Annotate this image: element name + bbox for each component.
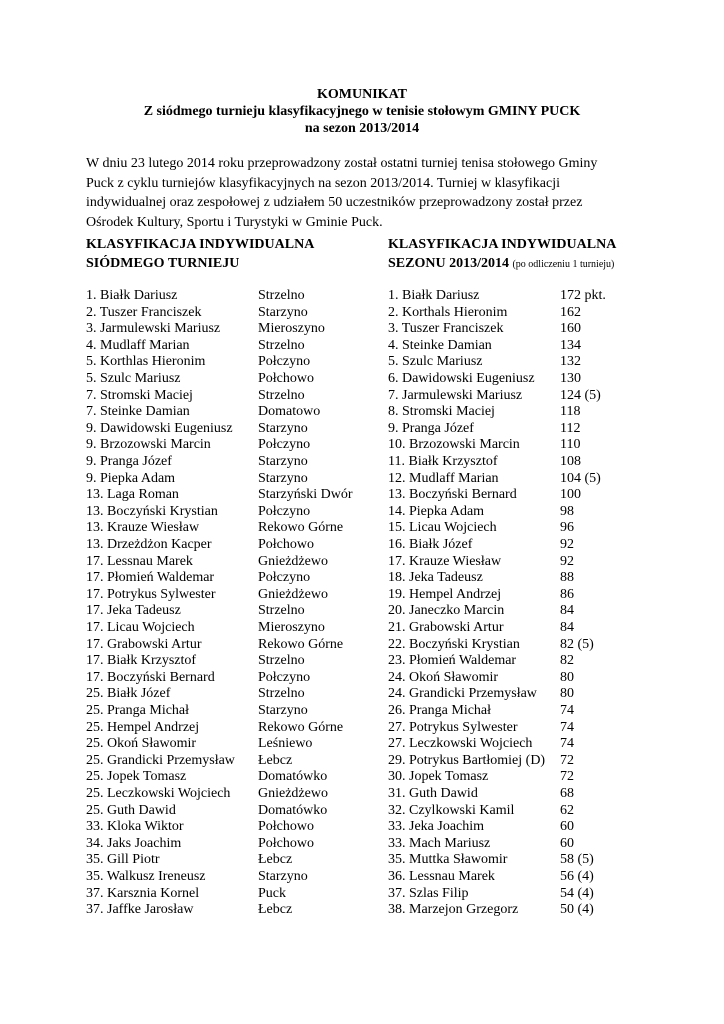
right-row-name: 17. Krauze Wiesław xyxy=(388,553,502,569)
left-row-place: Gnieżdżewo xyxy=(258,586,328,602)
left-row-name: 25. Grandicki Przemysław xyxy=(86,752,235,768)
left-row-name: 7. Steinke Damian xyxy=(86,404,190,420)
left-row-place: Rekowo Górne xyxy=(258,636,344,652)
right-row-name: 27. Leczkowski Wojciech xyxy=(388,736,533,752)
right-row-name: 16. Białk Józef xyxy=(388,537,473,552)
right-row-name: 24. Okoń Sławomir xyxy=(388,669,499,685)
right-row-points: 134 xyxy=(560,337,581,353)
right-row-points: 96 xyxy=(560,520,574,536)
right-row-points: 58 (5) xyxy=(560,852,594,868)
left-row-name: 17. Grabowski Artur xyxy=(86,636,202,652)
left-row-place: Gnieżdżewo xyxy=(258,786,328,801)
left-row-name: 25. Hempel Andrzej xyxy=(86,719,200,735)
right-row-name: 38. Marzejon Grzegorz xyxy=(388,902,519,918)
left-row-place: Starzyński Dwór xyxy=(258,487,353,503)
left-row-name: 35. Walkusz Ireneusz xyxy=(86,869,206,884)
left-row-name: 17. Lessnau Marek xyxy=(86,553,193,569)
left-row-name: 33. Kloka Wiktor xyxy=(86,819,184,835)
right-row-name: 23. Płomień Waldemar xyxy=(388,653,517,669)
left-row-place: Mieroszyno xyxy=(258,321,325,337)
right-row-name: 5. Szulc Mariusz xyxy=(388,354,483,370)
left-row-name: 34. Jaks Joachim xyxy=(86,835,182,851)
right-row-name: 10. Brzozowski Marcin xyxy=(388,437,520,453)
left-row-name: 9. Brzozowski Marcin xyxy=(86,437,211,453)
right-row-points: 80 xyxy=(560,669,574,685)
left-row-name: 25. Białk Józef xyxy=(86,686,171,702)
right-row-name: 31. Guth Dawid xyxy=(388,786,478,801)
left-row-place: Starzyno xyxy=(258,703,308,718)
right-row-name: 2. Korthals Hieronim xyxy=(388,304,508,320)
right-row-name: 4. Steinke Damian xyxy=(388,337,492,353)
right-row-name: 37. Szlas Filip xyxy=(388,885,469,901)
right-row-name: 19. Hempel Andrzej xyxy=(388,586,502,602)
left-row-name: 2. Tuszer Franciszek xyxy=(86,304,202,320)
document-subtitle: Z siódmego turnieju klasyfikacyjnego w tenisie stołowym GMINY PUCK xyxy=(143,104,581,119)
right-row-name: 21. Grabowski Artur xyxy=(388,620,504,635)
left-row-place: Starzyno xyxy=(258,454,308,469)
right-row-points: 162 xyxy=(560,304,581,320)
right-row-name: 24. Grandicki Przemysław xyxy=(388,686,537,702)
right-row-name: 15. Licau Wojciech xyxy=(388,520,497,536)
season-label: na sezon 2013/2014 xyxy=(304,121,420,136)
right-row-points: 172 pkt. xyxy=(560,288,606,303)
right-row-points: 132 xyxy=(560,354,581,370)
left-row-name: 17. Boczyński Bernard xyxy=(86,669,215,685)
left-row-name: 35. Gill Piotr xyxy=(86,852,160,868)
right-row-points: 62 xyxy=(560,802,574,818)
right-row-points: 82 xyxy=(560,653,574,669)
left-row-name: 13. Boczyński Krystian xyxy=(86,503,218,519)
right-row-points: 118 xyxy=(560,404,581,420)
right-row-name: 29. Potrykus Bartłomiej (D) xyxy=(388,752,546,768)
intro-line: W dniu 23 lutego 2014 roku przeprowadzony został ostatni turniej tenisa stołowego Gminy xyxy=(86,156,598,171)
left-row-place: Puck xyxy=(258,885,286,901)
right-row-name: 12. Mudlaff Marian xyxy=(388,470,499,486)
left-row-name: 25. Guth Dawid xyxy=(86,802,176,818)
left-row-name: 13. Krauze Wiesław xyxy=(86,520,200,536)
right-row-points: 86 xyxy=(560,586,574,602)
right-row-points: 82 (5) xyxy=(560,636,594,652)
left-row-name: 25. Okoń Sławomir xyxy=(86,736,197,752)
right-row-points: 92 xyxy=(560,537,574,552)
intro-line: Ośrodek Kultury, Sportu i Turystyki w Gminie Puck. xyxy=(86,214,383,230)
left-row-place: Połczyno xyxy=(258,437,311,453)
left-row-name: 5. Szulc Mariusz xyxy=(86,371,181,386)
left-row-place: Połczyno xyxy=(258,570,311,586)
right-row-points: 54 (4) xyxy=(560,885,594,901)
left-row-name: 9. Pranga Józef xyxy=(86,454,172,469)
right-row-name: 6. Dawidowski Eugeniusz xyxy=(388,371,535,386)
left-row-place: Połchowo xyxy=(258,371,314,386)
right-row-name: 33. Mach Mariusz xyxy=(388,835,491,851)
left-row-place: Strzelno xyxy=(258,387,305,403)
right-row-points: 160 xyxy=(560,321,581,337)
left-row-place: Strzelno xyxy=(258,288,305,303)
right-row-points: 84 xyxy=(560,620,574,635)
right-row-name: 32. Czylkowski Kamil xyxy=(388,802,515,818)
right-heading-line2: SEZONU 2013/2014 xyxy=(388,256,509,271)
left-row-place: Strzelno xyxy=(258,653,305,669)
left-row-name: 37. Jaffke Jarosław xyxy=(86,902,194,918)
left-row-place: Strzelno xyxy=(258,337,305,353)
left-row-place: Łebcz xyxy=(258,752,293,768)
left-heading-line2: SIÓDMEGO TURNIEJU xyxy=(86,256,240,271)
left-row-place: Gnieżdżewo xyxy=(258,553,328,569)
right-row-name: 35. Muttka Sławomir xyxy=(388,852,508,868)
right-row-points: 74 xyxy=(560,736,574,752)
left-row-place: Starzyno xyxy=(258,420,308,436)
right-row-name: 13. Boczyński Bernard xyxy=(388,487,517,503)
right-row-name: 3. Tuszer Franciszek xyxy=(388,321,504,337)
right-heading-line1: KLASYFIKACJA INDYWIDUALNA xyxy=(388,237,617,252)
right-row-name: 1. Białk Dariusz xyxy=(388,288,480,303)
right-row-points: 72 xyxy=(560,752,574,768)
right-row-points: 72 xyxy=(560,769,574,785)
left-row-place: Domatowo xyxy=(258,404,321,420)
right-row-points: 60 xyxy=(560,819,574,835)
right-row-points: 108 xyxy=(560,454,581,469)
right-row-points: 104 (5) xyxy=(560,470,601,486)
left-row-name: 25. Jopek Tomasz xyxy=(86,769,187,785)
left-row-name: 17. Potrykus Sylwester xyxy=(86,586,216,602)
right-row-name: 20. Janeczko Marcin xyxy=(388,603,505,619)
left-row-place: Starzyno xyxy=(258,470,308,486)
right-row-points: 92 xyxy=(560,553,574,569)
right-row-name: 7. Jarmulewski Mariusz xyxy=(388,387,523,403)
right-row-name: 11. Białk Krzysztof xyxy=(388,454,498,469)
document-title: KOMUNIKAT xyxy=(317,87,407,102)
left-row-place: Połchowo xyxy=(258,537,314,552)
right-row-points: 130 xyxy=(560,371,581,386)
left-row-name: 9. Piepka Adam xyxy=(86,470,176,486)
right-row-points: 74 xyxy=(560,703,574,718)
left-row-name: 25. Leczkowski Wojciech xyxy=(86,786,231,801)
right-row-points: 100 xyxy=(560,487,581,503)
right-row-name: 30. Jopek Tomasz xyxy=(388,769,489,785)
right-row-points: 60 xyxy=(560,835,574,851)
right-row-points: 74 xyxy=(560,719,574,735)
right-row-name: 33. Jeka Joachim xyxy=(388,819,485,835)
left-row-place: Połczyno xyxy=(258,503,311,519)
left-column-heading xyxy=(86,235,314,273)
left-row-name: 9. Dawidowski Eugeniusz xyxy=(86,420,233,436)
left-row-place: Strzelno xyxy=(258,686,305,702)
left-row-place: Leśniewo xyxy=(258,736,313,752)
right-row-name: 27. Potrykus Sylwester xyxy=(388,719,518,735)
left-row-place: Połczyno xyxy=(258,669,311,685)
right-row-points: 112 xyxy=(560,420,581,436)
left-row-place: Łebcz xyxy=(258,852,293,868)
right-row-name: 26. Pranga Michał xyxy=(388,703,492,718)
left-row-name: 13. Laga Roman xyxy=(86,487,179,503)
left-row-name: 4. Mudlaff Marian xyxy=(86,337,190,353)
right-row-name: 9. Pranga Józef xyxy=(388,420,474,436)
left-row-name: 25. Pranga Michał xyxy=(86,703,190,718)
left-row-place: Domatówko xyxy=(258,769,328,785)
left-row-name: 5. Korthlas Hieronim xyxy=(86,354,206,370)
left-row-place: Rekowo Górne xyxy=(258,719,344,735)
left-row-place: Mieroszyno xyxy=(258,620,325,635)
right-column-heading xyxy=(388,235,616,274)
right-row-name: 8. Stromski Maciej xyxy=(388,404,495,420)
left-row-name: 13. Drzeżdżon Kacper xyxy=(86,537,212,552)
left-row-name: 1. Białk Dariusz xyxy=(86,288,178,303)
left-row-place: Połchowo xyxy=(258,835,314,851)
right-row-points: 68 xyxy=(560,786,574,801)
left-heading-line1: KLASYFIKACJA INDYWIDUALNA xyxy=(86,237,315,252)
left-row-place: Strzelno xyxy=(258,603,305,619)
left-row-place: Rekowo Górne xyxy=(258,520,344,536)
right-row-points: 50 (4) xyxy=(560,902,594,918)
intro-line: indywidualnej oraz zespołowej z udziałem 50 uczestników przeprowadzony został przez xyxy=(86,195,583,210)
left-row-place: Starzyno xyxy=(258,304,308,320)
intro-paragraph xyxy=(86,154,646,232)
right-row-name: 18. Jeka Tadeusz xyxy=(388,570,483,586)
left-row-name: 17. Jeka Tadeusz xyxy=(86,603,181,619)
right-row-name: 22. Boczyński Krystian xyxy=(388,636,520,652)
right-row-name: 36. Lessnau Marek xyxy=(388,869,495,884)
left-row-name: 17. Licau Wojciech xyxy=(86,620,195,635)
left-row-place: Połczyno xyxy=(258,354,311,370)
right-row-name: 14. Piepka Adam xyxy=(388,503,485,519)
right-row-points: 88 xyxy=(560,570,574,586)
left-row-place: Połchowo xyxy=(258,819,314,835)
right-heading-note: (po odliczeniu 1 turnieju) xyxy=(512,259,615,270)
left-row-name: 3. Jarmulewski Mariusz xyxy=(86,321,221,337)
left-row-name: 17. Białk Krzysztof xyxy=(86,653,197,669)
left-row-name: 17. Płomień Waldemar xyxy=(86,570,215,586)
right-row-points: 110 xyxy=(560,437,581,453)
left-row-name: 7. Stromski Maciej xyxy=(86,387,193,403)
right-row-points: 56 (4) xyxy=(560,869,594,884)
right-row-points: 124 (5) xyxy=(560,387,601,403)
right-row-points: 80 xyxy=(560,686,574,702)
intro-line: Puck z cyklu turniejów klasyfikacyjnych na sezon 2013/2014. Turniej w klasyfikacji xyxy=(86,175,560,191)
left-row-name: 37. Karsznia Kornel xyxy=(86,885,200,901)
left-row-place: Łebcz xyxy=(258,902,293,918)
right-row-points: 98 xyxy=(560,503,574,519)
left-row-place: Starzyno xyxy=(258,869,308,884)
left-row-place: Domatówko xyxy=(258,802,328,818)
right-row-points: 84 xyxy=(560,603,574,619)
